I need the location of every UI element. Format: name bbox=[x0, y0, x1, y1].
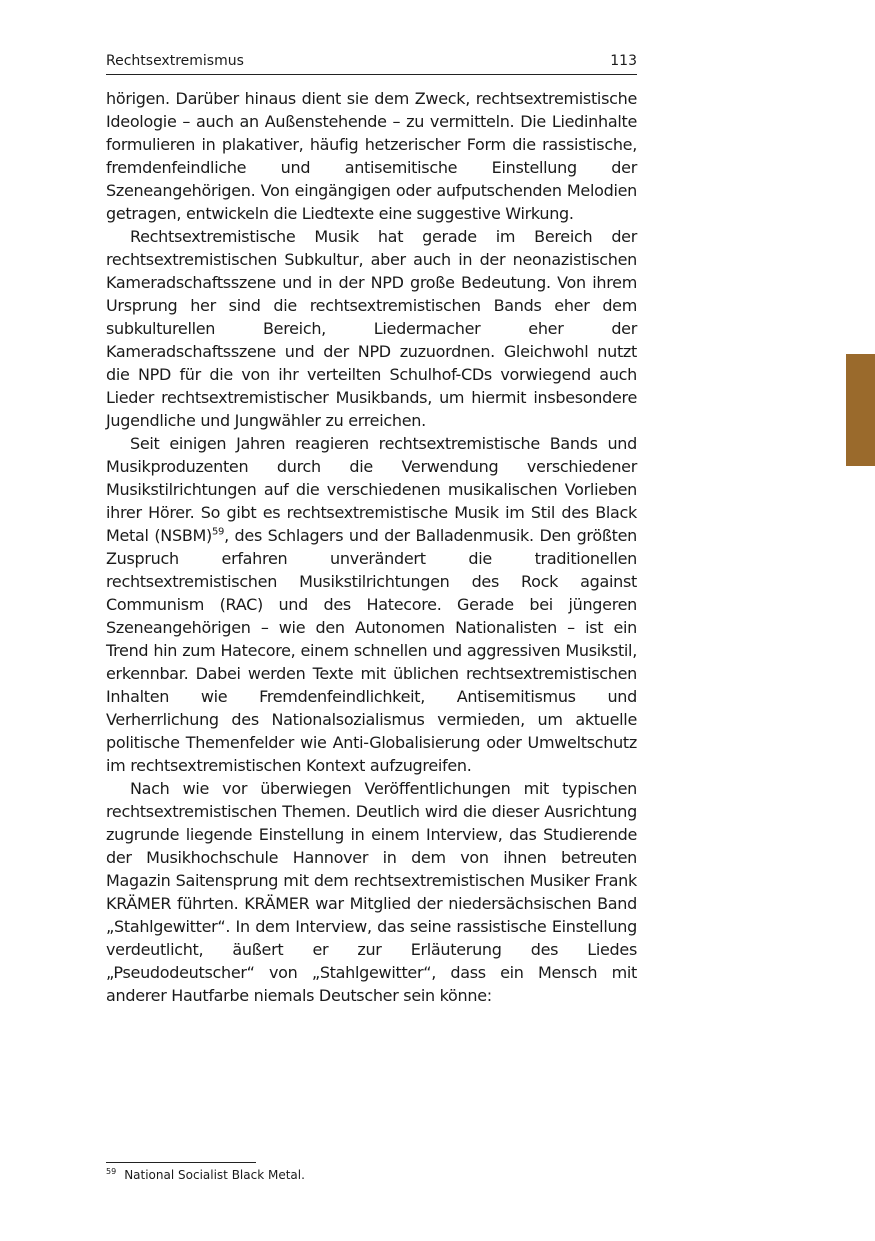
paragraph bbox=[106, 432, 637, 777]
paragraph: hörigen. Darüber hinaus dient sie dem Zweck, rechtsextremistische Ideologie – auch an Außenstehende – zu vermitteln. Die Liedinhalte formulieren in plakativer, häufig hetzerischer Form die rassistische, fremdenfeindliche und antisemitische Einstellung der Szeneangehörigen. Von eingängigen oder aufputschenden Melodien getragen, entwickeln die Liedtexte eine suggestive Wirkung. bbox=[106, 89, 637, 223]
paragraph-text: , des Schlagers und der Balladenmusik. Den größten Zuspruch erfahren unverändert die traditionellen rechtsextremistischen Musikstilrichtungen des Rock against Communism (RAC) und des Hatecore. Gerade bei jüngeren Szeneangehörigen – wie den Autonomen Nationalisten – ist ein Trend hin zum Hatecore, einem schnellen und aggressiven Musikstil, erkennbar. Dabei werden Texte mit üblichen rechtsextremistischen Inhalten wie Fremdenfeindlichkeit, Antisemitismus und Verherrlichung des Nationalsozialismus vermieden, um aktuelle politische Themenfelder wie Anti-Globalisierung oder Umweltschutz im rechtsextremistischen Kontext aufzugreifen. bbox=[106, 526, 637, 775]
footnote-reference: 59 bbox=[211, 526, 225, 538]
paragraph: Rechtsextremistische Musik hat gerade im Bereich der rechtsextremistischen Subkultur, aber auch in der neonazistischen Kameradschaftsszene und in der NPD große Bedeutung. Von ihrem Ursprung her sind die rechtsextremistischen Bands eher dem subkulturellen Bereich, Liedermacher eher der Kameradschaftsszene und der NPD zuzuordnen. Gleichwohl nutzt die NPD für die von ihr verteilten Schulhof-CDs vorwiegend auch Lieder rechtsextremistischer Musikbands, um hiermit insbesondere Jugendliche und Jungwähler zu erreichen. bbox=[106, 227, 637, 430]
running-header bbox=[106, 50, 637, 75]
page-number: 113 bbox=[610, 53, 637, 69]
running-title: Rechtsextremismus bbox=[106, 53, 244, 69]
paragraph: Nach wie vor überwiegen Veröffentlichungen mit typischen rechtsextremistischen Themen. Deutlich wird die dieser Ausrichtung zugrunde liegende Einstellung in einem Interview, das Studierende der Musikhochschule Hannover in dem von ihnen betreuten Magazin Saitensprung mit dem rechtsextremistischen Musiker Frank KRÄMER führten. KRÄMER war Mitglied der niedersächsischen Band „Stahlgewitter“. In dem Interview, das seine rassistische Einstellung verdeutlicht, äußert er zur Erläuterung des Liedes „Pseudodeutscher“ von „Stahlgewitter“, dass ein Mensch mit anderer Hautfarbe niemals Deutscher sein könne: bbox=[106, 779, 637, 1005]
section-thumb-tab bbox=[846, 354, 875, 466]
footnote-number: 59 bbox=[106, 1167, 117, 1176]
footnote-divider bbox=[106, 1162, 256, 1163]
footnote-text: National Socialist Black Metal. bbox=[124, 1168, 305, 1182]
body-text bbox=[106, 87, 637, 1007]
footnote bbox=[106, 1167, 637, 1183]
paragraph-text: Seit einigen Jahren reagieren rechtsextremistische Bands und Musikproduzenten durch die Verwendung verschiedener Musikstilrichtungen auf die verschiedenen musikalischen Vorlieben ihrer Hörer. So gibt es rechtsextremistische Musik im Stil des Black Metal (NSBM) bbox=[106, 434, 637, 545]
